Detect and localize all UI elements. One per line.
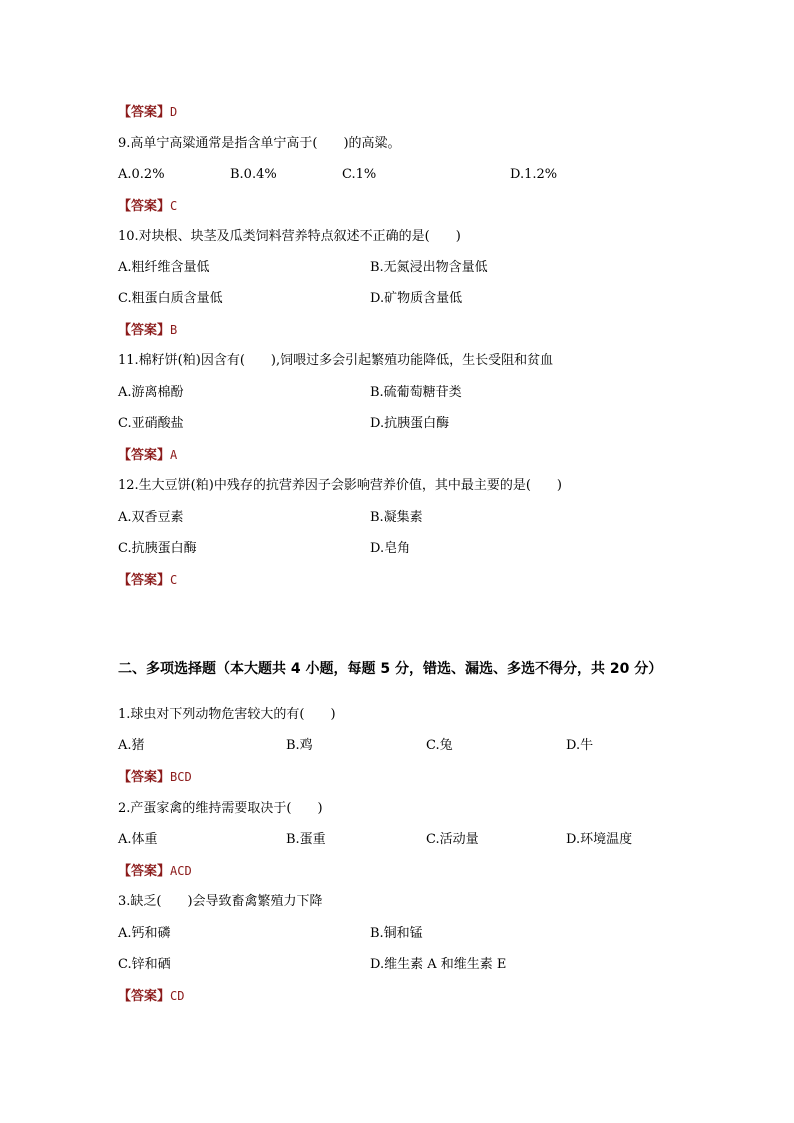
question-10-option-b: B.无氮浸出物含量低 — [370, 260, 488, 275]
s2-question-3-option-d: D.维生素 A 和维生素 E — [370, 957, 507, 972]
question-11-option-a: A.游离棉酚 — [118, 385, 184, 400]
answer-value: C — [170, 573, 178, 587]
question-11-stem: 11.棉籽饼(粕)因含有( ),饲喂过多会引起繁殖功能降低，生长受阻和贫血 — [118, 353, 554, 368]
question-11-option-c: C.亚硝酸盐 — [118, 416, 184, 431]
question-12-option-d: D.皂角 — [370, 541, 411, 556]
answer-label: 【答案】 — [118, 448, 171, 463]
answer-label: 【答案】 — [118, 199, 171, 214]
question-10-option-a: A.粗纤维含量低 — [118, 260, 210, 275]
s2-question-3-stem: 3.缺乏( )会导致畜禽繁殖力下降 — [118, 894, 323, 909]
question-9-option-c: C.1% — [342, 167, 377, 182]
answer-value: B — [170, 323, 178, 337]
question-9-stem: 9.高单宁高粱通常是指含单宁高于( )的高粱。 — [118, 136, 401, 151]
answer-q11 — [118, 446, 177, 465]
s2-question-2-option-b: B.蛋重 — [286, 832, 326, 847]
answer-label: 【答案】 — [118, 864, 171, 879]
question-9-option-a: A.0.2% — [118, 167, 165, 182]
answer-label: 【答案】 — [118, 770, 171, 785]
question-9-option-b: B.0.4% — [230, 167, 277, 182]
s2-question-2-stem: 2.产蛋家禽的维持需要取决于( ) — [118, 801, 323, 816]
question-10-option-c: C.粗蛋白质含量低 — [118, 291, 223, 306]
question-10-option-d: D.矿物质含量低 — [370, 291, 463, 306]
answer-q12 — [118, 571, 177, 590]
s2-question-3-option-a: A.钙和磷 — [118, 926, 171, 941]
question-11-option-b: B.硫葡萄糖苷类 — [370, 385, 462, 400]
s2-question-1-option-c: C.兔 — [426, 738, 453, 753]
question-12-option-a: A.双香豆素 — [118, 510, 184, 525]
answer-value: BCD — [170, 770, 192, 784]
question-11-option-d: D.抗胰蛋白酶 — [370, 416, 450, 431]
answer-value: A — [170, 448, 178, 462]
answer-value: C — [170, 199, 178, 213]
question-12-option-b: B.凝集素 — [370, 510, 423, 525]
answer-value: D — [170, 105, 178, 119]
question-12-option-c: C.抗胰蛋白酶 — [118, 541, 197, 556]
s2-question-2-option-c: C.活动量 — [426, 832, 479, 847]
s2-question-1-option-d: D.牛 — [566, 738, 594, 753]
answer-s2-q1 — [118, 768, 192, 787]
s2-question-1-option-a: A.猪 — [118, 738, 145, 753]
s2-question-1-stem: 1.球虫对下列动物危害较大的有( ) — [118, 707, 336, 722]
question-10-stem: 10.对块根、块茎及瓜类饲料营养特点叙述不正确的是( ) — [118, 229, 461, 244]
answer-label: 【答案】 — [118, 323, 171, 338]
answer-label: 【答案】 — [118, 573, 171, 588]
s2-question-3-option-b: B.铜和锰 — [370, 926, 423, 941]
s2-question-2-option-a: A.体重 — [118, 832, 158, 847]
s2-question-3-option-c: C.锌和硒 — [118, 957, 171, 972]
answer-s2-q2 — [118, 862, 192, 881]
section-2-heading: 二、多项选择题（本大题共 4 小题，每题 5 分，错选、漏选、多选不得分，共 20 分） — [118, 661, 663, 677]
answer-value: ACD — [170, 864, 192, 878]
question-9-option-d: D.1.2% — [510, 167, 558, 182]
answer-q10 — [118, 321, 177, 340]
answer-label: 【答案】 — [118, 989, 171, 1004]
answer-q8 — [118, 103, 177, 122]
answer-q9 — [118, 197, 177, 216]
answer-s2-q3 — [118, 987, 184, 1006]
answer-label: 【答案】 — [118, 105, 171, 120]
s2-question-1-option-b: B.鸡 — [286, 738, 313, 753]
answer-value: CD — [170, 989, 185, 1003]
s2-question-2-option-d: D.环境温度 — [566, 832, 633, 847]
question-12-stem: 12.生大豆饼(粕)中残存的抗营养因子会影响营养价值，其中最主要的是( ) — [118, 478, 562, 493]
